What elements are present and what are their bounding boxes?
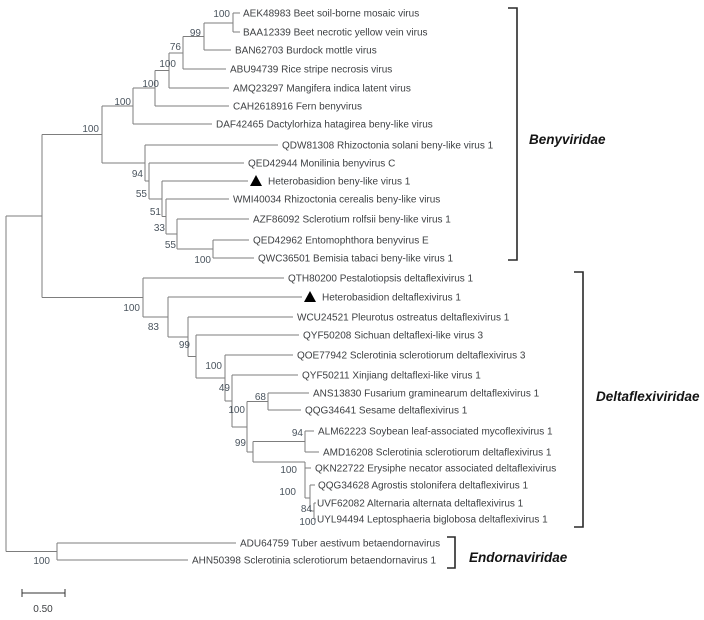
bootstrap-value: 55 (164, 240, 176, 251)
tree-branches (6, 13, 319, 560)
tip-label: CAH2618916 Fern benyvirus (233, 101, 362, 113)
tip-label: QKN22722 Erysiphe necator associated deltaflexivirus (315, 463, 557, 475)
bootstrap-value: 100 (33, 556, 50, 567)
bootstrap-value: 100 (299, 517, 316, 528)
tip-label: QED42962 Entomophthora benyvirus E (253, 235, 429, 247)
bootstrap-value: 100 (114, 97, 131, 108)
family-name-label: Deltaflexiviridae (596, 389, 700, 404)
bootstrap-value: 83 (147, 322, 159, 333)
tip-label: QYF50208 Sichuan deltaflexi-like virus 3 (303, 330, 484, 342)
tip-label: AMQ23297 Mangifera indica latent virus (233, 83, 411, 95)
tip-label: QOE77942 Sclerotinia sclerotiorum deltaflexivirus 3 (297, 350, 526, 362)
bootstrap-value: 99 (189, 28, 201, 39)
tip-label: Heterobasidion deltaflexivirus 1 (322, 292, 461, 304)
bootstrap-value: 100 (82, 124, 99, 135)
tip-label: ADU64759 Tuber aestivum betaendornavirus (240, 538, 441, 550)
tip-label: AEK48983 Beet soil-borne mosaic virus (243, 8, 420, 20)
bootstrap-value: 51 (149, 207, 161, 218)
tip-label: QDW81308 Rhizoctonia solani beny-like virus 1 (282, 140, 494, 152)
tip-label: WMI40034 Rhizoctonia cerealis beny-like virus (233, 194, 441, 206)
bootstrap-value: 100 (228, 405, 245, 416)
bootstrap-value: 100 (142, 79, 159, 90)
tip-label: QYF50211 Xinjiang deltaflexi-like virus 1 (302, 370, 481, 382)
heterobasidion-triangle-marker (304, 291, 316, 302)
bootstrap-value: 49 (218, 383, 230, 394)
tip-labels (189, 8, 557, 567)
tip-label: ABU94739 Rice stripe necrosis virus (230, 64, 393, 76)
tip-label: UVF62082 Alternaria alternata deltaflexivirus 1 (317, 498, 524, 510)
bootstrap-value: 100 (194, 255, 211, 266)
tip-label: WCU24521 Pleurotus ostreatus deltaflexivirus 1 (297, 312, 510, 324)
bootstrap-value: 76 (169, 42, 181, 53)
tip-label: AZF86092 Sclerotium rolfsii beny-like virus 1 (253, 214, 451, 226)
family-bracket (508, 8, 517, 260)
bootstrap-value: 33 (153, 223, 165, 234)
tip-label: QQG34641 Sesame deltaflexivirus 1 (305, 405, 468, 417)
bootstrap-value: 100 (213, 9, 230, 20)
tip-label: QQG34628 Agrostis stolonifera deltaflexivirus 1 (318, 480, 529, 492)
family-name-label: Endornaviridae (469, 550, 568, 565)
bootstrap-value: 100 (279, 487, 296, 498)
tip-label: DAF42465 Dactylorhiza hatagirea beny-like virus (216, 119, 433, 131)
tip-label: AHN50398 Sclerotinia sclerotiorum betaendornavirus 1 (192, 555, 437, 567)
tip-label: QED42944 Monilinia benyvirus C (248, 158, 396, 170)
tip-label: ANS13830 Fusarium graminearum deltaflexivirus 1 (313, 388, 540, 400)
tip-label: Heterobasidion beny-like virus 1 (268, 176, 411, 188)
tip-label: ALM62223 Soybean leaf-associated mycoflexivirus 1 (318, 426, 553, 438)
bootstrap-value: 94 (291, 428, 303, 439)
tip-label: UYL94494 Leptosphaeria biglobosa deltaflexivirus 1 (317, 514, 548, 526)
bootstrap-value: 100 (280, 465, 297, 476)
tip-label: BAA12339 Beet necrotic yellow vein virus (243, 27, 428, 39)
family-bracket (447, 537, 455, 568)
bootstrap-value: 94 (131, 169, 143, 180)
family-bracket (574, 272, 583, 527)
bootstrap-value: 99 (178, 340, 190, 351)
bootstrap-value: 99 (234, 438, 246, 449)
heterobasidion-triangle-marker (250, 175, 262, 186)
bootstrap-value: 100 (205, 361, 222, 372)
tip-label: AMD16208 Sclerotinia sclerotiorum deltaflexivirus 1 (323, 447, 552, 459)
bootstrap-value: 84 (300, 504, 312, 515)
bootstrap-value: 100 (123, 303, 140, 314)
family-name-label: Benyviridae (529, 132, 606, 147)
tip-label: QWC36501 Bemisia tabaci beny-like virus 1 (258, 253, 454, 265)
bootstrap-value: 55 (135, 189, 147, 200)
tip-label: QTH80200 Pestalotiopsis deltaflexivirus 1 (288, 273, 474, 285)
scale-bar-label: 0.50 (33, 604, 53, 615)
bootstrap-value: 68 (254, 392, 266, 403)
scale-bar (22, 589, 65, 615)
tip-label: BAN62703 Burdock mottle virus (235, 45, 377, 57)
bootstrap-value: 100 (159, 59, 176, 70)
